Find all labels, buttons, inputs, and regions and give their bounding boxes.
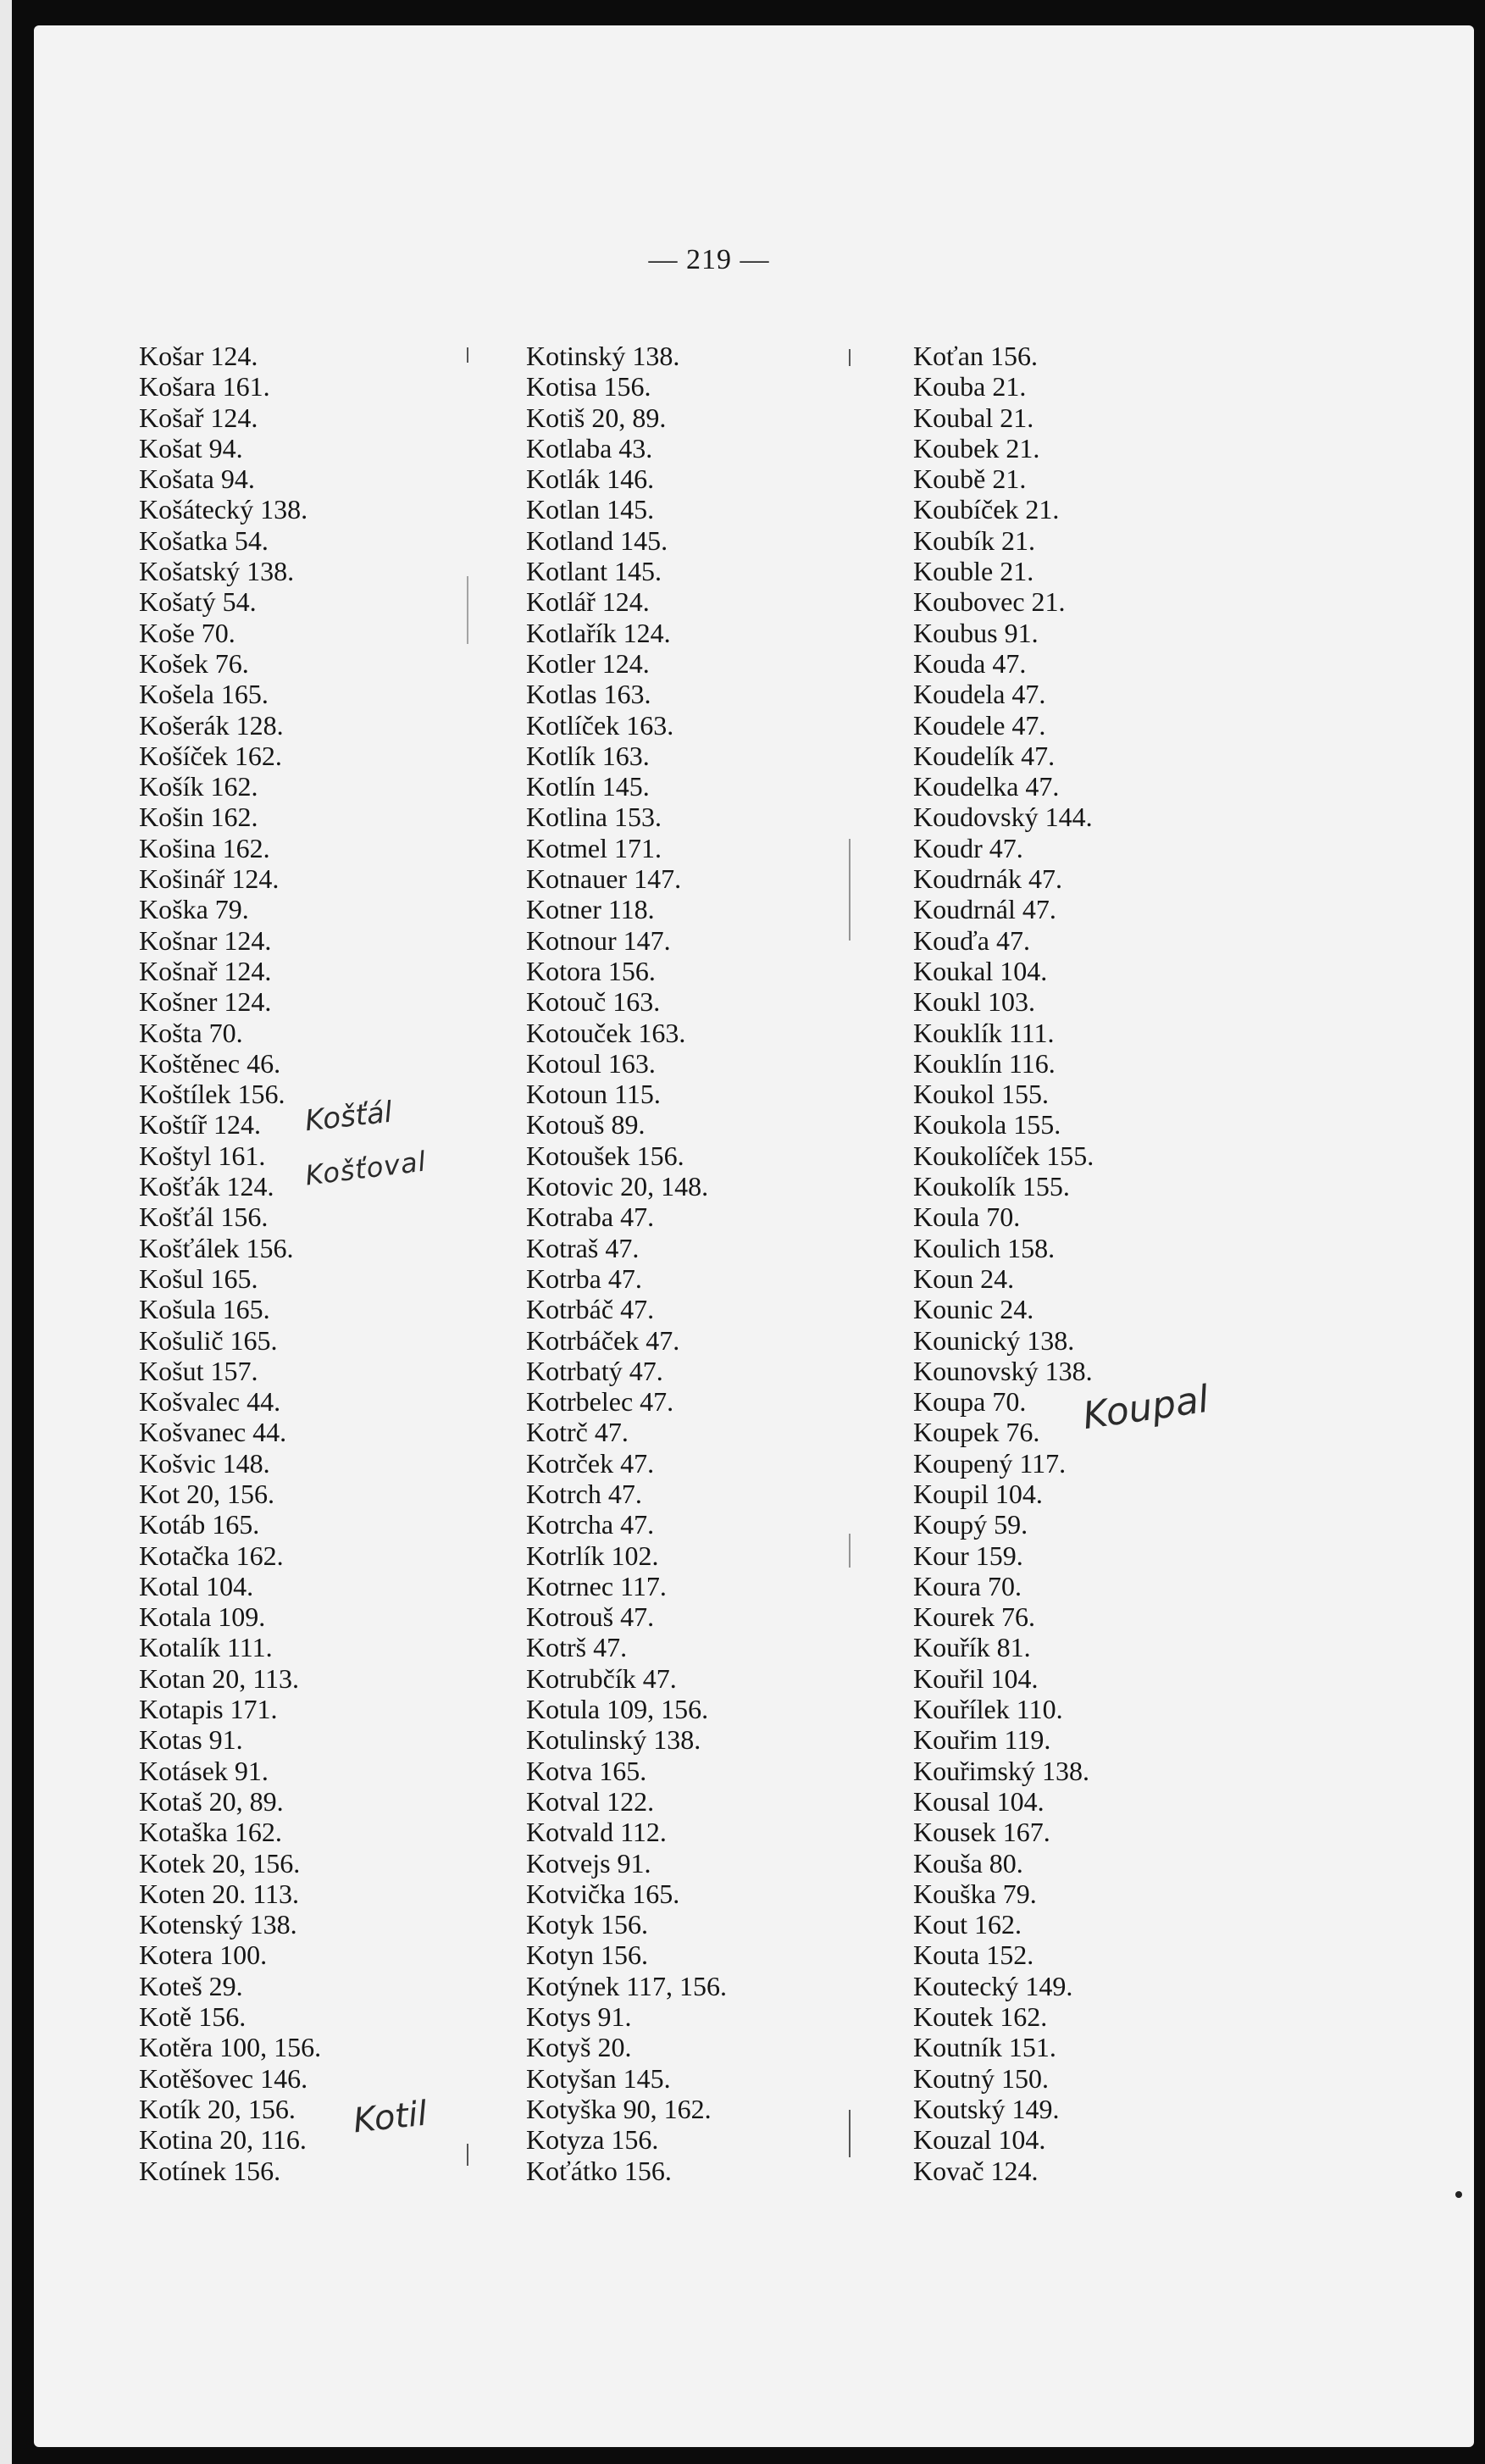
index-entry: Kotěšovec 146. [139,2062,308,2094]
index-column-3 [913,341,1277,2186]
index-entry: Kotas 91. [139,1724,243,1756]
page-number: — 219 — [648,244,770,275]
index-entry: Košátecký 138. [139,494,308,525]
index-entry: Kotýnek 117, 156. [526,1970,728,2001]
index-entry: Kotvald 112. [526,1817,667,1848]
index-entry: Košťák 124. [139,1171,274,1202]
index-entry: Kounic 24. [913,1294,1034,1325]
index-entry: Kotula 109, 156. [526,1694,709,1725]
index-entry: Kotlant 145. [526,556,662,587]
index-entry: Koštěnec 46. [139,1047,281,1079]
index-entry: Košinář 124. [139,863,280,895]
handwritten-note: Košťoval [303,1145,429,1192]
column-rule [849,2110,851,2157]
index-entry: Kotraba 47. [526,1201,655,1233]
ink-dot [1455,2191,1462,2198]
index-entry: Koštílek 156. [139,1079,285,1110]
index-entry: Kotvička 165. [526,1878,680,1909]
index-entry: Kotrba 47. [526,1263,642,1294]
index-entry: Koťátko 156. [526,2155,672,2186]
index-entry: Kotapis 171. [139,1694,278,1725]
index-entry: Kotoul 163. [526,1047,656,1079]
index-entry: Kotaška 162. [139,1817,282,1848]
index-entry: Košvanec 44. [139,1417,287,1448]
index-entry: Kousal 104. [913,1785,1044,1817]
index-entry: Kotulinský 138. [526,1724,701,1756]
index-entry: Kotásek 91. [139,1755,269,1786]
index-entry: Košatka 54. [139,524,269,556]
column-rule [467,2144,468,2166]
index-entry: Koubě 21. [913,463,1027,495]
index-entry: Koutek 162. [913,2001,1048,2033]
index-entry: Koupa 70. [913,1386,1027,1418]
index-entry: Kounovský 138. [913,1355,1093,1386]
handwritten-note: Koupal [1080,1377,1212,1439]
index-entry: Koteš 29. [139,1970,243,2001]
index-entry: Kotenský 138. [139,1909,297,1940]
index-entry: Kotlaba 43. [526,432,653,463]
index-entry: Kout 162. [913,1909,1022,1940]
column-rule [849,1534,851,1568]
index-entry: Kotaš 20, 89. [139,1785,284,1817]
index-entry: Kotačka 162. [139,1540,284,1571]
index-entry: Koura 70. [913,1570,1022,1601]
index-entry: Kouďa 47. [913,924,1030,956]
index-entry: Kotrš 47. [526,1632,628,1663]
index-entry: Kotrbelec 47. [526,1386,674,1418]
index-entry: Košnař 124. [139,955,272,986]
index-entry: Kotera 100. [139,1940,268,1971]
index-entry: Kotinský 138. [526,341,680,371]
index-entry: Kotlina 153. [526,802,662,833]
index-entry: Kotyšan 145. [526,2062,671,2094]
index-entry: Kotrouš 47. [526,1601,655,1633]
index-entry: Košek 76. [139,647,249,679]
index-entry: Košvalec 44. [139,1386,281,1418]
index-entry: Kotoušek 156. [526,1140,684,1171]
index-entry: Kousek 167. [913,1817,1050,1848]
index-entry: Kotlín 145. [526,771,650,802]
index-entry: Košela 165. [139,679,269,710]
index-entry: Koubovec 21. [913,586,1066,618]
index-entry: Koukolíček 155. [913,1140,1094,1171]
index-entry: Kotrubčík 47. [526,1662,677,1694]
handwritten-note: Košťál [303,1095,395,1139]
index-entry: Koudelík 47. [913,740,1056,771]
index-entry: Koudr 47. [913,832,1023,863]
index-entry: Koubek 21. [913,432,1040,463]
index-entry: Koubíček 21. [913,494,1060,525]
index-entry: Koukolík 155. [913,1171,1070,1202]
index-entry: Kouda 47. [913,647,1027,679]
index-entry: Kotyza 156. [526,2124,659,2156]
index-entry: Kotler 124. [526,647,650,679]
index-entry: Kouta 152. [913,1940,1034,1971]
index-entry: Košar 124. [139,341,258,371]
index-entry: Koukl 103. [913,986,1035,1018]
index-entry: Kotlas 163. [526,679,651,710]
column-rule [849,349,851,366]
index-entry: Koudelka 47. [913,771,1060,802]
index-entry: Kotlan 145. [526,494,655,525]
index-entry: Košta 70. [139,1017,243,1048]
index-entry: Kotoun 115. [526,1079,661,1110]
index-entry: Kotva 165. [526,1755,647,1786]
index-entry: Kotrch 47. [526,1478,642,1509]
adjacent-page-edge [0,0,12,2464]
index-entry: Kovač 124. [913,2155,1039,2186]
index-entry: Košulič 165. [139,1324,278,1356]
index-entry: Košťálek 156. [139,1232,294,1263]
index-entry: Košerák 128. [139,709,284,741]
index-entry: Kouřimský 138. [913,1755,1089,1786]
index-entry: Koupý 59. [913,1509,1028,1540]
index-entry: Koukol 155. [913,1079,1049,1110]
index-entry: Kotrlík 102. [526,1540,659,1571]
index-entry: Košnar 124. [139,924,272,956]
index-entry: Kot 20, 156. [139,1478,274,1509]
index-entry: Košat 94. [139,432,243,463]
index-column-2 [526,341,882,2186]
index-entry: Kotrcha 47. [526,1509,655,1540]
index-entry: Koudovský 144. [913,802,1093,833]
index-entry: Koupek 76. [913,1417,1040,1448]
index-entry: Kotina 20, 116. [139,2124,307,2156]
index-entry: Kotouš 89. [526,1109,646,1140]
index-entry: Kouba 21. [913,371,1027,402]
index-entry: Košvic 148. [139,1447,270,1479]
index-entry: Kouřil 104. [913,1662,1039,1694]
index-entry: Koudele 47. [913,709,1046,741]
index-entry: Kour 159. [913,1540,1023,1571]
index-entry: Košul 165. [139,1263,258,1294]
index-entry: Košula 165. [139,1294,270,1325]
index-entry: Koupil 104. [913,1478,1043,1509]
index-entry: Kotiš 20, 89. [526,402,667,433]
index-entry: Koudrnál 47. [913,894,1056,925]
index-entry: Kotek 20, 156. [139,1847,301,1879]
index-entry: Kotík 20, 156. [139,2093,296,2124]
index-entry: Košata 94. [139,463,255,495]
index-entry: Kotvejs 91. [526,1847,651,1879]
index-entry: Koten 20. 113. [139,1878,300,1909]
index-entry: Kotínek 156. [139,2155,281,2186]
index-entry: Kotval 122. [526,1785,655,1817]
index-entry: Kotlář 124. [526,586,650,618]
index-entry: Kotnour 147. [526,924,671,956]
index-entry: Kotyš 20. [526,2032,632,2063]
index-entry: Koubal 21. [913,402,1034,433]
index-entry: Košin 162. [139,802,258,833]
index-entry: Koutný 150. [913,2062,1049,2094]
index-entry: Koukal 104. [913,955,1048,986]
index-entry: Kotland 145. [526,524,668,556]
index-column-1 [139,341,495,2186]
index-entry: Koutník 151. [913,2032,1056,2063]
index-entry: Košíček 162. [139,740,282,771]
index-entry: Kotala 109. [139,1601,266,1633]
index-entry: Kouzal 104. [913,2124,1046,2156]
index-entry: Kouřík 81. [913,1632,1031,1663]
index-entry: Kotěra 100, 156. [139,2032,322,2063]
index-entry: Košut 157. [139,1355,258,1386]
index-entry: Kotner 118. [526,894,655,925]
index-entry: Kotisa 156. [526,371,651,402]
index-entry: Kotouč 163. [526,986,661,1018]
index-entry: Kotrbatý 47. [526,1355,663,1386]
index-entry: Kouška 79. [913,1878,1037,1909]
index-entry: Kotě 156. [139,2001,247,2033]
index-entry: Koška 79. [139,894,249,925]
index-entry: Koun 24. [913,1263,1015,1294]
index-entry: Koubík 21. [913,524,1035,556]
index-entry: Košner 124. [139,986,272,1018]
index-entry: Koutecký 149. [913,1970,1073,2001]
index-entry: Koula 70. [913,1201,1021,1233]
column-rule [467,347,468,363]
index-entry: Koštyl 161. [139,1140,266,1171]
index-entry: Kotlík 163. [526,740,650,771]
index-entry: Kotys 91. [526,2001,632,2033]
index-entry: Kouklík 111. [913,1017,1055,1048]
index-entry: Kotnauer 147. [526,863,682,895]
index-entry: Košař 124. [139,402,258,433]
index-entry: Koutský 149. [913,2093,1060,2124]
index-entry: Koukola 155. [913,1109,1061,1140]
index-entry: Koudrnák 47. [913,863,1062,895]
index-entry: Košťál 156. [139,1201,269,1233]
index-entry: Koupený 117. [913,1447,1067,1479]
index-entry: Koštíř 124. [139,1109,261,1140]
index-entry: Košina 162. [139,832,270,863]
index-entry: Kotlíček 163. [526,709,674,741]
index-entry: Kotrč 47. [526,1417,629,1448]
index-entry: Kotan 20, 113. [139,1662,300,1694]
index-entry: Koťan 156. [913,341,1038,371]
index-entry: Kotlák 146. [526,463,655,495]
index-entry: Kotyška 90, 162. [526,2093,712,2124]
index-entry: Koubus 91. [913,617,1039,648]
index-entry: Kotal 104. [139,1570,254,1601]
index-entry: Kouřim 119. [913,1724,1051,1756]
index-entry: Kotora 156. [526,955,656,986]
index-entry: Kourek 76. [913,1601,1035,1633]
column-rule [849,839,851,941]
index-entry: Košatský 138. [139,556,295,587]
index-entry: Kotraš 47. [526,1232,640,1263]
index-entry: Kouřílek 110. [913,1694,1063,1725]
index-entry: Kouša 80. [913,1847,1023,1879]
index-entry: Kotrbáč 47. [526,1294,655,1325]
index-entry: Kounický 138. [913,1324,1075,1356]
index-entry: Košara 161. [139,371,270,402]
index-entry: Kouble 21. [913,556,1034,587]
index-page [34,25,1474,2447]
index-entry: Koše 70. [139,617,235,648]
index-entry: Kotmel 171. [526,832,662,863]
index-entry: Kouklín 116. [913,1047,1056,1079]
index-entry: Kotáb 165. [139,1509,260,1540]
index-entry: Kotyk 156. [526,1909,648,1940]
column-rule [467,576,468,644]
index-entry: Kotouček 163. [526,1017,686,1048]
handwritten-note: Kotil [351,2094,429,2141]
index-entry: Kotalík 111. [139,1632,273,1663]
index-entry: Kotyn 156. [526,1940,648,1971]
index-entry: Kotrbáček 47. [526,1324,680,1356]
index-entry: Koudela 47. [913,679,1046,710]
index-entry: Kotlařík 124. [526,617,671,648]
index-entry: Košík 162. [139,771,258,802]
index-entry: Kotrček 47. [526,1447,655,1479]
index-entry: Kotrnec 117. [526,1570,667,1601]
index-entry: Koulich 158. [913,1232,1056,1263]
index-entry: Košatý 54. [139,586,257,618]
index-entry: Kotovic 20, 148. [526,1171,709,1202]
